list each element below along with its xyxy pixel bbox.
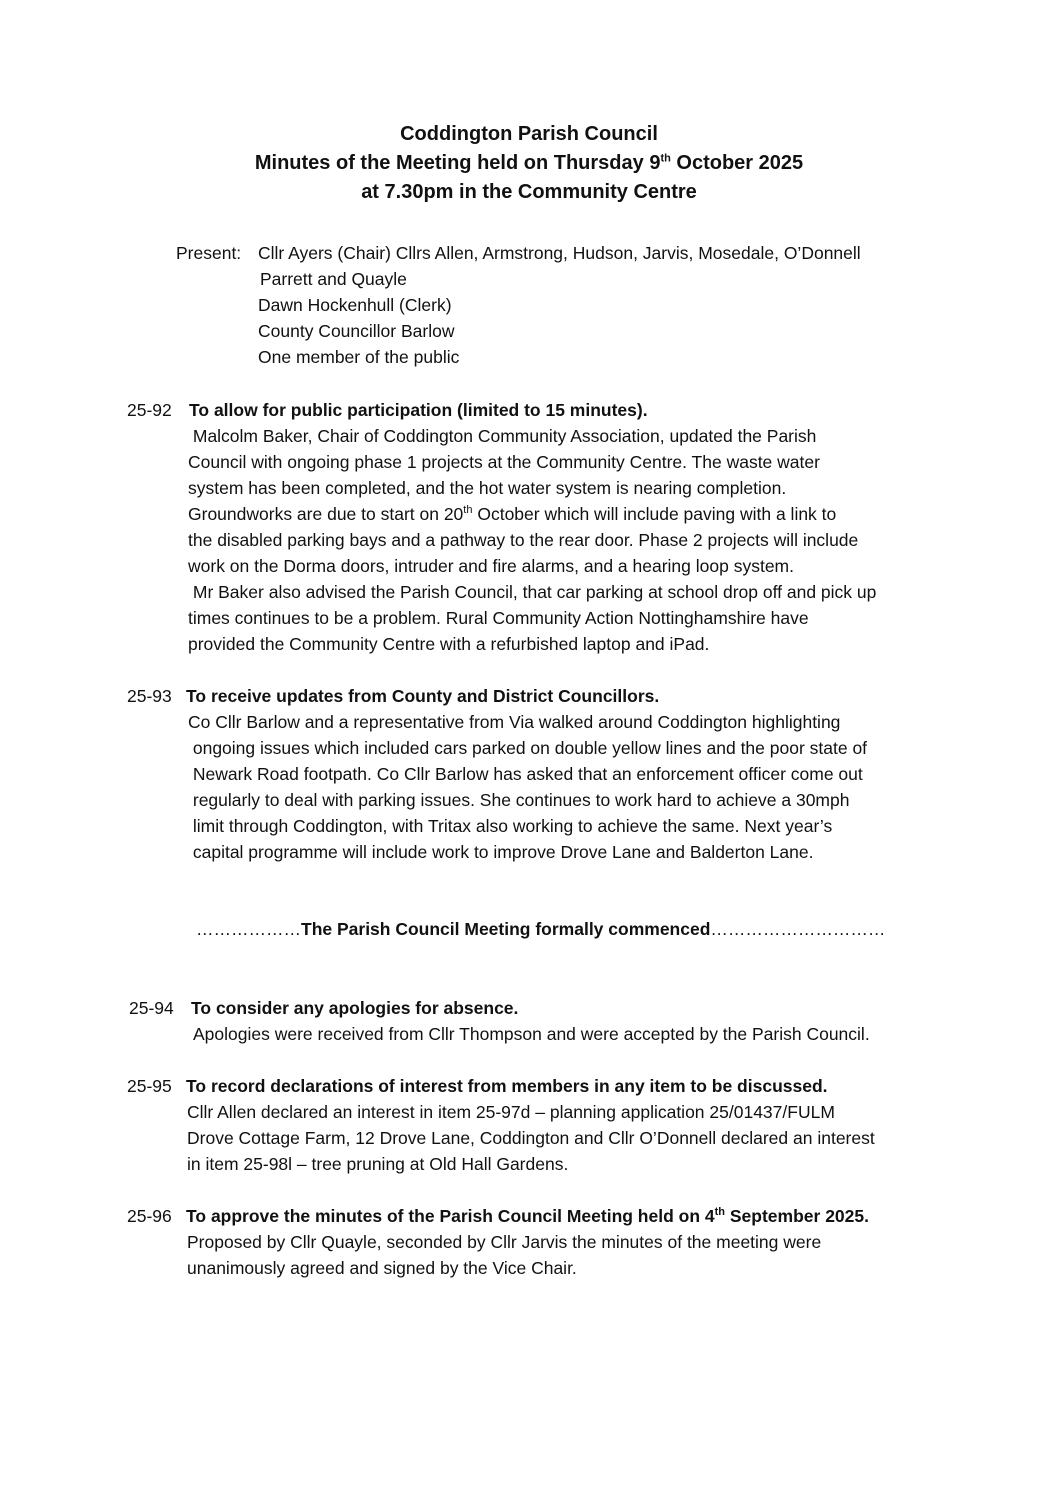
body-line: Groundworks are due to start on 20th October which will include paving with a link to bbox=[188, 504, 837, 524]
commenced-text: The Parish Council Meeting formally commenced bbox=[301, 919, 711, 939]
body-line: provided the Community Centre with a refurbished laptop and iPad. bbox=[188, 634, 710, 654]
item-title: To approve the minutes of the Parish Council Meeting held on 4th September 2025. bbox=[186, 1206, 869, 1226]
attendee-line: Dawn Hockenhull (Clerk) bbox=[258, 295, 452, 315]
dots-left: ……………… bbox=[196, 919, 301, 939]
body-line: unanimously agreed and signed by the Vice Chair. bbox=[187, 1258, 577, 1278]
item-number: 25-93 bbox=[127, 686, 172, 706]
item-body bbox=[127, 709, 957, 865]
minute-item-25-94 bbox=[129, 995, 959, 1047]
item-body bbox=[129, 1021, 959, 1047]
body-line: capital programme will include work to improve Drove Lane and Balderton Lane. bbox=[188, 842, 814, 862]
body-line: Co Cllr Barlow and a representative from Via walked around Coddington highlighting bbox=[188, 712, 841, 732]
attendee-line: County Councillor Barlow bbox=[258, 321, 455, 341]
item-number: 25-92 bbox=[127, 400, 172, 420]
item-title: To consider any apologies for absence. bbox=[191, 998, 519, 1018]
minute-item-25-96 bbox=[127, 1203, 957, 1281]
body-line: Drove Cottage Farm, 12 Drove Lane, Coddington and Cllr O’Donnell declared an interest bbox=[187, 1128, 875, 1148]
body-line: system has been completed, and the hot water system is nearing completion. bbox=[188, 478, 787, 498]
body-line: limit through Coddington, with Tritax also working to achieve the same. Next year’s bbox=[188, 816, 833, 836]
body-line: Apologies were received from Cllr Thompson and were accepted by the Parish Council. bbox=[193, 1024, 870, 1044]
meeting-location-line: at 7.30pm in the Community Centre bbox=[361, 181, 697, 203]
item-title: To record declarations of interest from members in any item to be discussed. bbox=[186, 1076, 828, 1096]
body-line: times continues to be a problem. Rural Community Action Nottinghamshire have bbox=[188, 608, 809, 628]
item-title: To receive updates from County and District Councillors. bbox=[186, 686, 660, 706]
item-number: 25-96 bbox=[127, 1206, 172, 1226]
council-name: Coddington Parish Council bbox=[400, 123, 658, 145]
body-line: Mr Baker also advised the Parish Council, that car parking at school drop off and pick up bbox=[188, 582, 877, 602]
minute-item-25-92 bbox=[127, 397, 957, 657]
present-label: Present: bbox=[176, 243, 242, 263]
attendee-line: Parrett and Quayle bbox=[260, 269, 407, 289]
body-line: Cllr Allen declared an interest in item 25-97d – planning application 25/01437/FULM bbox=[187, 1102, 835, 1122]
item-body bbox=[127, 1229, 957, 1281]
body-line: Council with ongoing phase 1 projects at the Community Centre. The waste water bbox=[188, 452, 820, 472]
attendance-section bbox=[176, 240, 861, 370]
meeting-commenced-divider bbox=[196, 916, 885, 942]
minute-item-25-95 bbox=[127, 1073, 957, 1177]
dots-right: ………………………… bbox=[710, 919, 886, 939]
body-line: the disabled parking bays and a pathway to the rear door. Phase 2 projects will include bbox=[188, 530, 859, 550]
minute-item-25-93 bbox=[127, 683, 957, 865]
body-line: Newark Road footpath. Co Cllr Barlow has asked that an enforcement officer come out bbox=[188, 764, 863, 784]
body-line: regularly to deal with parking issues. She continues to work hard to achieve a 30mph bbox=[188, 790, 850, 810]
item-number: 25-95 bbox=[127, 1076, 172, 1096]
body-line: Proposed by Cllr Quayle, seconded by Cllr Jarvis the minutes of the meeting were bbox=[187, 1232, 822, 1252]
item-number: 25-94 bbox=[129, 998, 174, 1018]
item-title: To allow for public participation (limited to 15 minutes). bbox=[189, 400, 648, 420]
page-title bbox=[0, 120, 1058, 207]
attendee-line: One member of the public bbox=[258, 347, 460, 367]
body-line: in item 25-98l – tree pruning at Old Hall Gardens. bbox=[187, 1154, 569, 1174]
body-line: work on the Dorma doors, intruder and fire alarms, and a hearing loop system. bbox=[188, 556, 794, 576]
meeting-date-line: Minutes of the Meeting held on Thursday 9th October 2025 bbox=[254, 152, 804, 174]
attendee-line: Cllr Ayers (Chair) Cllrs Allen, Armstrong, Hudson, Jarvis, Mosedale, O’Donnell bbox=[258, 243, 861, 263]
item-body bbox=[127, 1099, 957, 1177]
body-line: Malcolm Baker, Chair of Coddington Community Association, updated the Parish bbox=[188, 426, 817, 446]
item-body bbox=[127, 423, 957, 657]
body-line: ongoing issues which included cars parked on double yellow lines and the poor state of bbox=[188, 738, 868, 758]
